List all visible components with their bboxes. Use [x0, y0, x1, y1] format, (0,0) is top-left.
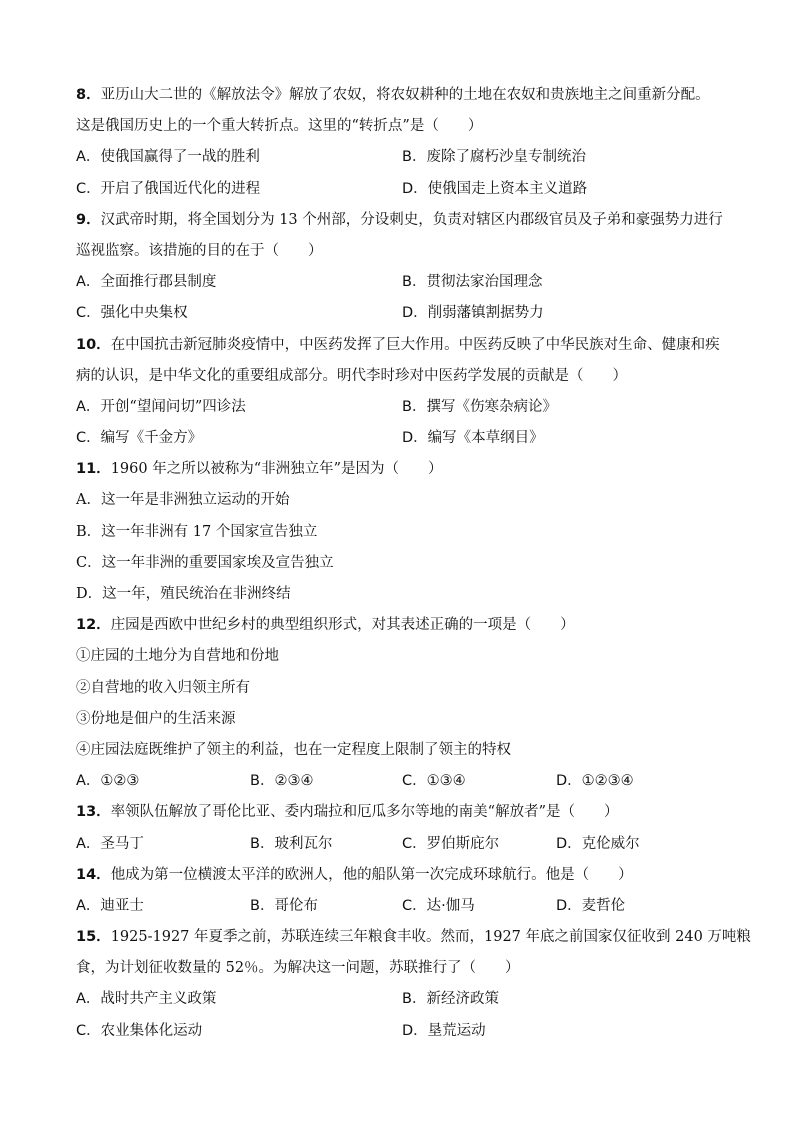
question-10: [76, 330, 722, 455]
question-stem-cont: 巡视监察。该措施的目的在于（ ）: [76, 242, 323, 259]
option-row: [76, 766, 722, 797]
option-c[interactable]: C．达·伽马: [402, 897, 475, 914]
option-c[interactable]: C．这一年非洲的重要国家埃及宣告独立: [76, 554, 334, 571]
question-stem: 13．率领队伍解放了哥伦比亚、委内瑞拉和厄瓜多尔等地的南美“解放者”是（ ）: [76, 804, 619, 821]
option-row: [76, 298, 722, 329]
statement-3: ③份地是佃户的生活来源: [76, 710, 236, 727]
question-number: 8．: [76, 87, 101, 103]
option-c[interactable]: C．编写《千金方》: [76, 430, 203, 447]
statement-4: ④庄园法庭既维护了领主的利益，也在一定程度上限制了领主的特权: [76, 741, 511, 758]
question-stem-cont: 病的认识，是中华文化的重要组成部分。明代李时珍对中医药学发展的贡献是（ ）: [76, 367, 627, 384]
option-c[interactable]: C．罗伯斯庇尔: [402, 835, 500, 852]
question-number: 15．: [76, 929, 111, 946]
option-a[interactable]: A．这一年是非洲独立运动的开始: [76, 492, 290, 509]
option-d[interactable]: D．垦荒运动: [402, 1022, 486, 1039]
question-stem: 8．亚历山大二世的《解放法令》解放了农奴，将农奴耕种的土地在农奴和贵族地主之间重新分配。: [76, 87, 710, 103]
option-a[interactable]: A．开创“望闻问切”四诊法: [76, 398, 246, 415]
question-stem: 12．庄园是西欧中世纪乡村的典型组织形式，对其表述正确的一项是（ ）: [76, 617, 575, 634]
question-number: 12．: [76, 617, 111, 634]
option-a[interactable]: A．圣马丁: [76, 835, 144, 852]
option-row: [76, 829, 722, 860]
question-stem: 10．在中国抗击新冠肺炎疫情中，中医药发挥了巨大作用。中医药反映了中华民族对生命、健康和疾: [76, 336, 720, 353]
option-c[interactable]: C．农业集体化运动: [76, 1022, 203, 1039]
option-c[interactable]: C．强化中央集权: [76, 305, 188, 322]
question-8: [76, 80, 722, 205]
question-11: [76, 454, 722, 610]
option-d[interactable]: D．使俄国走上资本主义道路: [402, 180, 588, 197]
option-d[interactable]: D．编写《本草纲目》: [402, 430, 544, 447]
question-number: 10．: [76, 336, 111, 353]
option-d[interactable]: D．削弱藩镇割据势力: [402, 305, 544, 322]
option-b[interactable]: B．贯彻法家治国理念: [402, 274, 543, 291]
option-c[interactable]: C．①③④: [402, 773, 466, 790]
option-b[interactable]: B．废除了腐朽沙皇专制统治: [402, 149, 586, 166]
option-b[interactable]: B．这一年非洲有 17 个国家宣告独立: [76, 523, 318, 540]
question-stem: 9．汉武帝时期，将全国划分为 13 个州部，分设刺史，负责对辖区内郡级官员及子弟和豪强势力进行: [76, 211, 723, 228]
question-15: [76, 922, 751, 1047]
option-b[interactable]: B．玻利瓦尔: [250, 835, 333, 852]
option-a[interactable]: A．使俄国赢得了一战的胜利: [76, 149, 260, 166]
option-a[interactable]: A．全面推行郡县制度: [76, 274, 217, 291]
option-row: [76, 392, 722, 423]
option-row: [76, 423, 722, 454]
question-14: [76, 860, 722, 922]
option-row: [76, 891, 722, 922]
option-row: [76, 984, 722, 1015]
statement-2: ②自营地的收入归领主所有: [76, 679, 250, 696]
option-a[interactable]: A．迪亚士: [76, 897, 144, 914]
question-stem-cont: 这是俄国历史上的一个重大转折点。这里的“转折点”是（ ）: [76, 118, 483, 135]
exam-page: [76, 80, 751, 1047]
question-number: 14．: [76, 866, 111, 883]
option-b[interactable]: B．哥伦布: [250, 897, 318, 914]
option-d[interactable]: D．这一年，殖民统治在非洲终结: [76, 586, 291, 602]
option-row: [76, 174, 722, 205]
option-d[interactable]: D．①②③④: [556, 773, 634, 790]
statement-1: ①庄园的土地分为自营地和份地: [76, 648, 279, 665]
question-13: [76, 797, 722, 859]
option-d[interactable]: D．麦哲伦: [556, 897, 626, 914]
option-row: [76, 267, 722, 298]
question-12: [76, 610, 722, 797]
question-stem: 15．1925-1927 年夏季之前，苏联连续三年粮食丰收。然而，1927 年底之前国家仅征收到 240 万吨粮: [76, 929, 751, 946]
question-stem-cont: 食，为计划征收数量的 52％。为解决这一问题，苏联推行了（ ）: [76, 960, 520, 977]
option-b[interactable]: B．新经济政策: [402, 991, 499, 1008]
option-b[interactable]: B．撰写《伤寒杂病论》: [402, 398, 557, 415]
question-number: 9．: [76, 211, 101, 228]
option-row: [76, 1016, 722, 1047]
question-stem: 11．1960 年之所以被称为“非洲独立年”是因为（ ）: [76, 461, 443, 478]
question-9: [76, 205, 722, 330]
option-b[interactable]: B．②③④: [250, 773, 314, 790]
option-d[interactable]: D．克伦威尔: [556, 835, 640, 852]
option-row: [76, 142, 722, 173]
question-number: 13．: [76, 804, 111, 821]
question-stem: 14．他成为第一位横渡太平洋的欧洲人，他的船队第一次完成环球航行。他是（ ）: [76, 866, 633, 883]
question-number: 11．: [76, 461, 111, 478]
option-c[interactable]: C．开启了俄国近代化的进程: [76, 180, 261, 197]
option-a[interactable]: A．战时共产主义政策: [76, 991, 217, 1008]
option-a[interactable]: A．①②③: [76, 773, 140, 790]
